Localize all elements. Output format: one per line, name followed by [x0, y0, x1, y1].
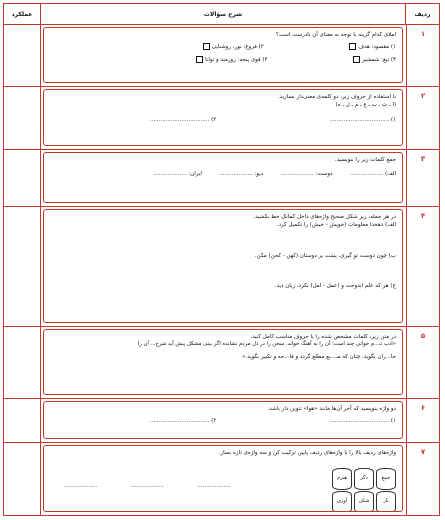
score-cell — [4, 206, 41, 326]
word-cylinder: شکن — [354, 491, 374, 512]
question-box — [43, 152, 403, 203]
question-text: واژه‌های ردیف بالا را با واژه‌های ردیف پایین ترکیب کن و سه واژه‌ی تازه بساز. — [218, 450, 396, 456]
plural-blank-3[interactable]: دیو: ................... — [219, 171, 264, 178]
sentence-c: ج) هر که علم اندوخت و (عمل - امل) نکرد، زیان دید. — [274, 282, 396, 289]
answer-blank-1[interactable]: ۱) .................................. — [329, 418, 396, 425]
plural-blank-2[interactable]: دوست: ................... — [280, 171, 333, 178]
sentence-a: الف) دهخدا معلومات (خویش - خیش) را تکمیل کرد. — [276, 222, 396, 229]
question-row-6 — [4, 398, 439, 443]
row-number: ۱ — [406, 24, 439, 86]
option-4[interactable]: ۴) قوی پنجه: زورمند و توانا — [194, 57, 267, 63]
header-questions: شرح سؤالات — [203, 10, 243, 18]
question-row-2 — [4, 86, 439, 150]
score-cell — [4, 86, 41, 149]
question-row-4 — [4, 206, 439, 327]
checkbox[interactable] — [196, 56, 203, 63]
question-text: در متن زیر، کلمات مشخص شده را با حروف مناسب کامل کنید. — [250, 334, 396, 340]
result-blank-1[interactable]: ................... — [64, 483, 98, 489]
exam-sheet — [3, 3, 440, 516]
option-3[interactable]: ۳) تیغ: شمشیر — [351, 57, 396, 63]
question-row-3 — [4, 149, 439, 207]
answer-blank-2[interactable]: ۲) .................................. — [149, 418, 217, 425]
question-text: املای کدام گزینه با توجه به معنای آن نادرست است؟ — [275, 32, 396, 38]
score-cell — [4, 398, 41, 442]
option-2[interactable]: ۲) فروغ: نور، روشنایی — [201, 44, 264, 50]
question-row-5 — [4, 326, 439, 399]
question-box — [43, 209, 403, 323]
row-number: ۶ — [406, 398, 439, 442]
score-cell — [4, 149, 41, 206]
row-number: ۲ — [406, 86, 439, 149]
score-cell — [4, 326, 41, 398]
question-box — [43, 27, 403, 83]
result-blank-3[interactable]: ................... — [197, 483, 231, 489]
row-number: ۳ — [406, 149, 439, 206]
question-box — [43, 89, 403, 146]
question-text: با استفاده از حروف زیر، دو کلمه‌ی معنی‌دار بسازید. — [277, 94, 396, 100]
row-number: ۴ — [406, 206, 439, 326]
plural-blank-1[interactable]: الف) ................... — [349, 171, 396, 178]
answer-blank-1[interactable]: ۱) .................................. — [329, 116, 396, 123]
question-box — [43, 445, 403, 512]
table-header — [4, 4, 439, 25]
header-score: عملکرد — [4, 4, 41, 24]
sentence-b: ب) چون دوست تو گیری، پشت بر دوستان (کهن - کحن) مکن. — [254, 252, 396, 259]
passage-line-1: «ادب نـ...م خوانی چند است؛ آن را به آهنگ خواند. سخن را در دل مردم نشانده اگر بیتی مشکل پیش آید شرح... آن را — [137, 341, 396, 348]
checkbox[interactable] — [353, 56, 360, 63]
answer-blank-2[interactable]: ۲) .................................. — [149, 116, 217, 123]
question-row-7 — [4, 442, 439, 515]
letters: (ا ـ ت ـ ب ـ ع ـ م ـ ل ـ ه) — [335, 102, 396, 109]
score-cell — [4, 442, 41, 515]
checkbox[interactable] — [203, 43, 210, 50]
word-cylinder: بار — [376, 491, 396, 512]
word-cylinder: جمع — [376, 468, 396, 490]
word-cylinder: آوری — [332, 491, 352, 512]
header-row: ردیف — [405, 4, 439, 24]
question-box — [43, 401, 403, 439]
word-cylinder: هنرم — [332, 468, 352, 490]
passage-line-2: حا...ران بگوید. چنان که مـ...ـع مطلع گردد و فا...حه و تکبیر بگوید.» — [242, 354, 396, 361]
score-cell — [4, 24, 41, 86]
question-row-1 — [4, 24, 439, 87]
row-number: ۷ — [406, 442, 439, 515]
question-text: دو واژه بنویسید که آخر آن‌ها مانند «هوا» تنوین دار باشد. — [267, 406, 396, 412]
plural-blank-4[interactable]: ایران: ................... — [153, 171, 202, 178]
question-box — [43, 329, 403, 395]
checkbox[interactable] — [349, 43, 356, 50]
question-text: در هر جمله، زیر شکل صحیح واژه‌های داخل کمانک خط بکشید. — [253, 214, 396, 220]
question-text: جمع کلمات زیر را بنویسید. — [334, 157, 396, 163]
option-1[interactable]: ۱) مقصود: هدف — [347, 44, 396, 50]
result-blank-2[interactable]: ................... — [130, 483, 164, 489]
row-number: ۵ — [406, 326, 439, 398]
word-cylinder: دگر — [354, 468, 374, 490]
